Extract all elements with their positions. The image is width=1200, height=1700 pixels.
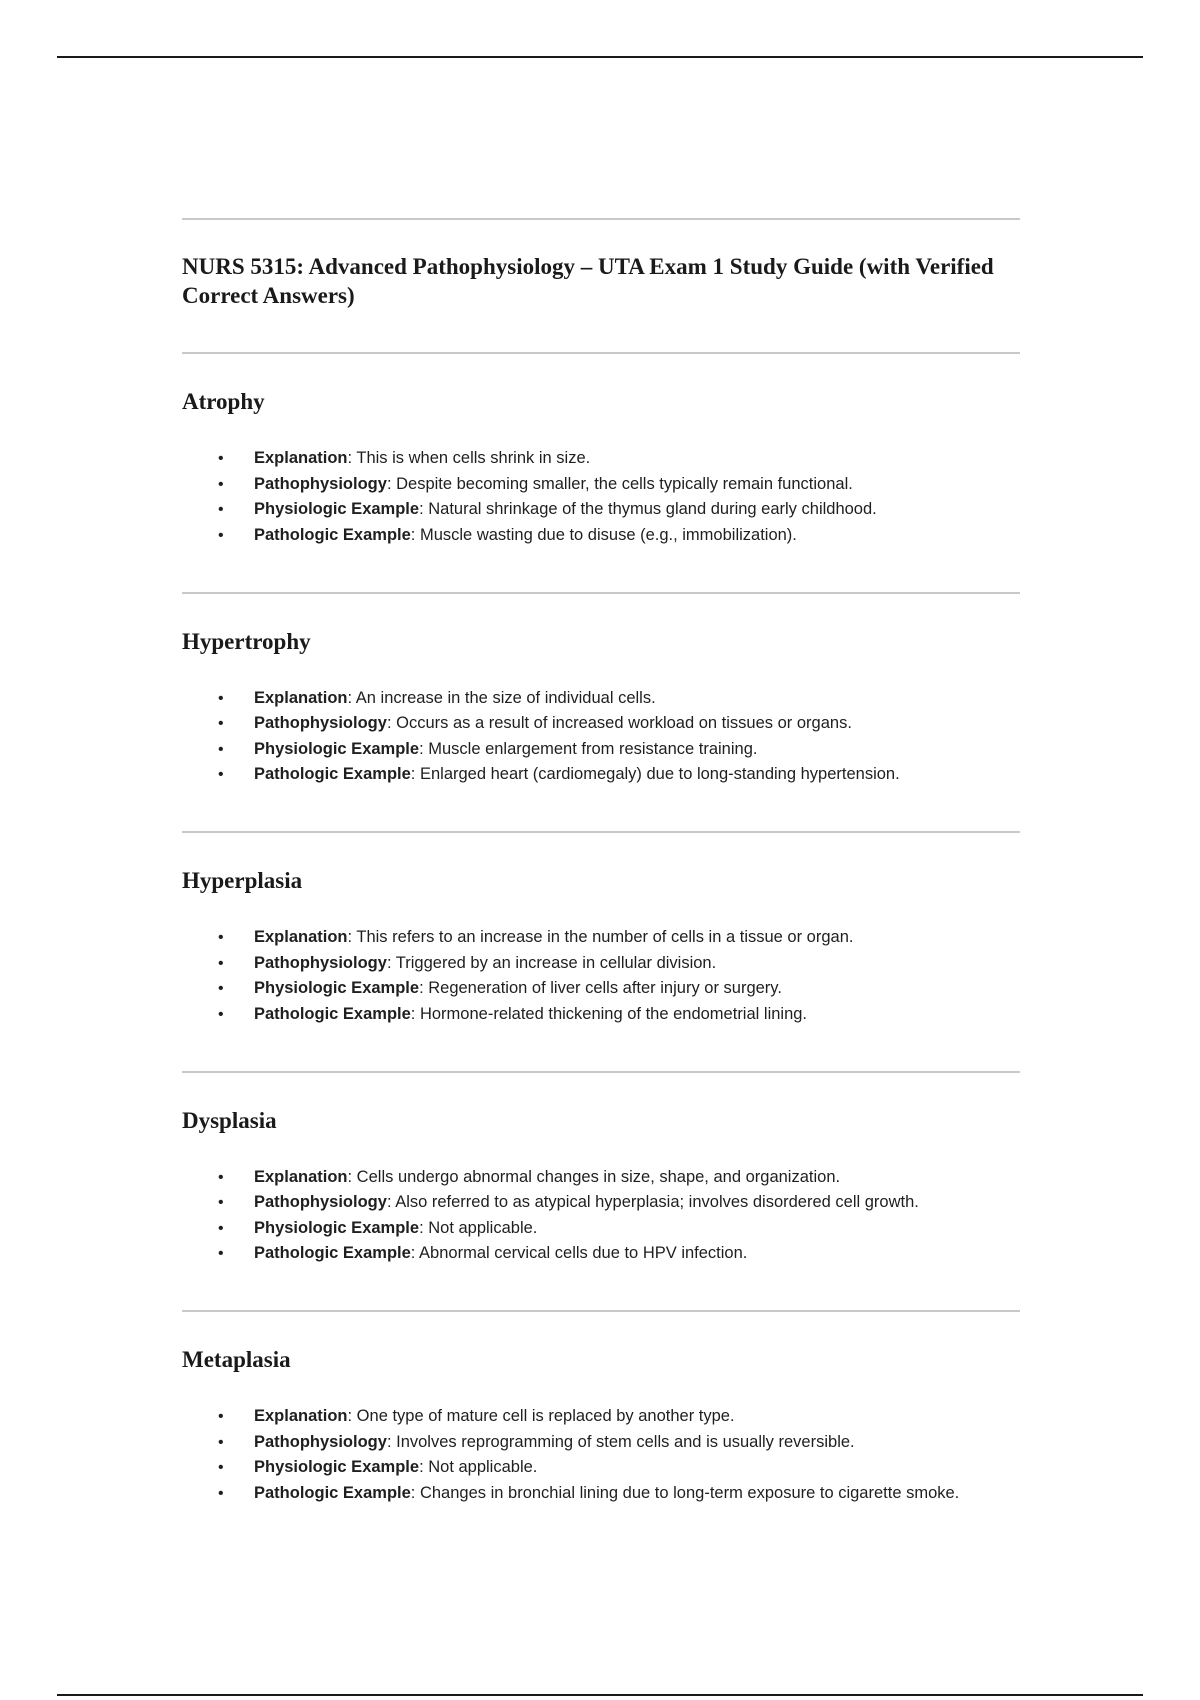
list-item [182, 951, 1020, 976]
section-heading: Metaplasia [182, 1347, 291, 1372]
bullet-icon: • [218, 526, 224, 544]
bullet-list [182, 686, 1020, 788]
item-description: : One type of mature cell is replaced by another type. [347, 1407, 735, 1425]
item-term: Explanation [254, 688, 348, 707]
bullet-icon: • [218, 475, 224, 493]
bullet-list [182, 1165, 1020, 1267]
section-hypertrophy [182, 628, 1020, 834]
title-divider-top [182, 218, 1020, 220]
item-description: : Not applicable. [419, 1218, 538, 1237]
page-top-border [57, 56, 1143, 58]
section-heading: Dysplasia [182, 1107, 277, 1133]
list-item [182, 925, 1020, 950]
bullet-icon: • [218, 450, 224, 467]
item-term: Pathophysiology [254, 1432, 387, 1451]
item-term: Pathologic Example [254, 1004, 411, 1023]
section-divider [182, 1071, 1020, 1073]
bullet-list [182, 446, 1020, 548]
list-item [182, 1002, 1020, 1027]
item-description: : Hormone-related thickening of the endometrial lining. [410, 1004, 808, 1023]
item-description: : Triggered by an increase in cellular division. [386, 953, 717, 972]
section-hyperplasia [182, 867, 1020, 1073]
item-term: Pathophysiology [254, 1193, 387, 1211]
document-body [182, 218, 1020, 1550]
bullet-icon: • [218, 501, 224, 518]
item-term: Pathophysiology [254, 953, 387, 972]
section-atrophy [182, 388, 1020, 594]
list-item [182, 711, 1020, 736]
list-item [182, 762, 1020, 787]
item-term: Physiologic Example [254, 500, 420, 518]
item-description: : Involves reprogramming of stem cells and is usually reversible. [386, 1432, 855, 1451]
item-description: : Despite becoming smaller, the cells typically remain functional. [386, 474, 853, 493]
bullet-icon: • [218, 1219, 224, 1237]
section-dysplasia [182, 1107, 1020, 1313]
item-description: : Changes in bronchial lining due to long-term exposure to cigarette smoke. [410, 1483, 960, 1502]
section-metaplasia [182, 1346, 1020, 1506]
item-description: : Muscle wasting due to disuse (e.g., immobilization). [410, 525, 797, 544]
bullet-icon: • [218, 740, 224, 758]
item-term: Explanation [254, 449, 348, 467]
list-item [182, 1190, 1020, 1215]
bullet-icon: • [218, 689, 224, 707]
list-item [182, 1241, 1020, 1266]
list-item [182, 976, 1020, 1001]
bullet-icon: • [218, 1168, 224, 1186]
item-description: : Enlarged heart (cardiomegaly) due to long-standing hypertension. [410, 765, 900, 783]
bullet-icon: • [218, 929, 224, 946]
item-term: Physiologic Example [254, 1458, 420, 1476]
item-description: : Cells undergo abnormal changes in size, shape, and organization. [347, 1167, 841, 1186]
section-divider [182, 592, 1020, 594]
item-term: Physiologic Example [254, 979, 420, 997]
item-description: : This refers to an increase in the number of cells in a tissue or organ. [347, 928, 854, 946]
bullet-icon: • [218, 1005, 224, 1023]
title-divider-bottom [182, 352, 1020, 354]
bullet-icon: • [218, 1433, 224, 1451]
item-description: : This is when cells shrink in size. [347, 449, 591, 467]
document-title: NURS 5315: Advanced Pathophysiology – UTA Exam 1 Study Guide (with Verified Correct Answers) [182, 254, 994, 308]
item-term: Pathophysiology [254, 474, 387, 493]
list-item [182, 472, 1020, 497]
section-heading: Hyperplasia [182, 868, 303, 893]
bullet-icon: • [218, 715, 224, 732]
item-term: Explanation [254, 928, 348, 946]
item-term: Physiologic Example [254, 739, 420, 758]
item-description: : Occurs as a result of increased workload on tissues or organs. [386, 714, 852, 732]
list-item [182, 1455, 1020, 1480]
bullet-list [182, 925, 1020, 1027]
list-item [182, 737, 1020, 762]
item-description: : Muscle enlargement from resistance training. [419, 739, 758, 758]
list-item [182, 686, 1020, 711]
item-term: Pathophysiology [254, 714, 387, 732]
list-item [182, 1481, 1020, 1506]
item-description: : Regeneration of liver cells after injury or surgery. [419, 979, 782, 997]
item-term: Explanation [254, 1167, 348, 1186]
bullet-icon: • [218, 1484, 224, 1502]
item-term: Pathologic Example [254, 525, 411, 544]
item-term: Pathologic Example [254, 1244, 411, 1262]
bullet-icon: • [218, 1194, 224, 1211]
item-description: : An increase in the size of individual cells. [347, 688, 656, 707]
bullet-icon: • [218, 1408, 224, 1425]
bullet-list [182, 1404, 1020, 1506]
item-term: Physiologic Example [254, 1218, 420, 1237]
bullet-icon: • [218, 1459, 224, 1476]
item-term: Pathologic Example [254, 765, 411, 783]
list-item [182, 523, 1020, 548]
section-divider [182, 831, 1020, 833]
section-heading: Atrophy [182, 389, 265, 414]
list-item [182, 1216, 1020, 1241]
bullet-icon: • [218, 980, 224, 997]
list-item [182, 1404, 1020, 1429]
bullet-icon: • [218, 1245, 224, 1262]
list-item [182, 497, 1020, 522]
list-item [182, 1430, 1020, 1455]
bullet-icon: • [218, 766, 224, 783]
section-divider [182, 1310, 1020, 1312]
item-description: : Not applicable. [419, 1458, 538, 1476]
list-item [182, 446, 1020, 471]
item-description: : Also referred to as atypical hyperplasia; involves disordered cell growth. [386, 1193, 919, 1211]
list-item [182, 1165, 1020, 1190]
sections-container [182, 388, 1020, 1506]
item-term: Pathologic Example [254, 1483, 411, 1502]
section-heading: Hypertrophy [182, 628, 311, 654]
page-bottom-border [57, 1694, 1143, 1696]
item-description: : Abnormal cervical cells due to HPV infection. [410, 1244, 748, 1262]
bullet-icon: • [218, 954, 224, 972]
item-term: Explanation [254, 1407, 348, 1425]
item-description: : Natural shrinkage of the thymus gland during early childhood. [419, 500, 877, 518]
